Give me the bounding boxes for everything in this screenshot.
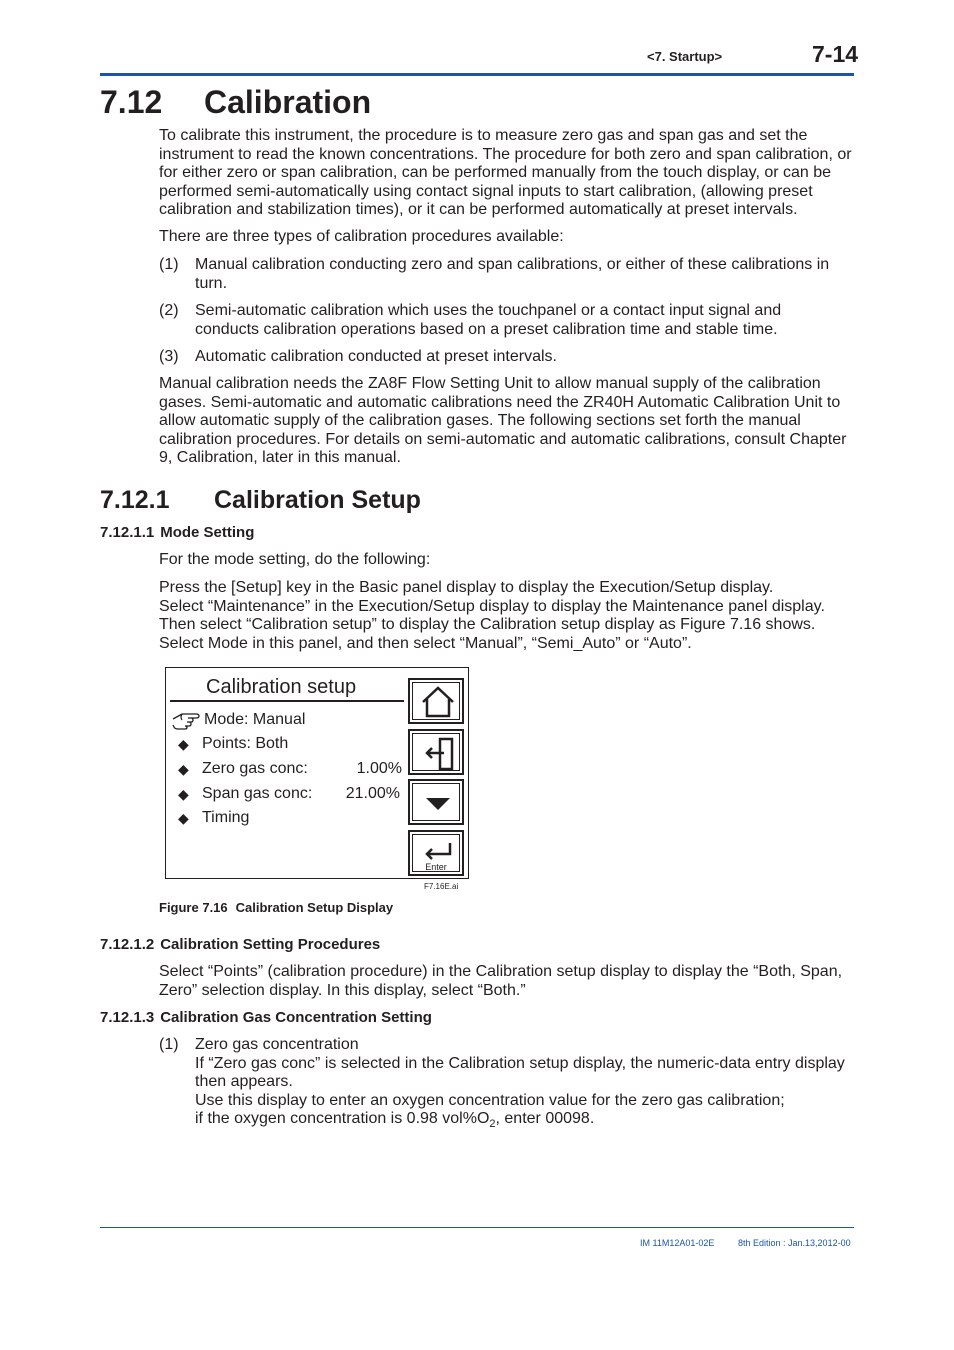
section-number: 7.12.1 (100, 486, 170, 514)
list-marker: (2) (159, 302, 179, 319)
procedures-paragraph: Select “Points” (calibration procedure) in the Calibration setup display to display the “Both, Span, Zero” selection display. In this display, select “Both.” (159, 963, 843, 999)
subsection-heading-procedures (100, 936, 380, 953)
diamond-bullet-icon: ◆ (178, 736, 189, 752)
diamond-bullet-icon: ◆ (178, 786, 189, 802)
exit-door-icon (410, 731, 466, 777)
list-text: Manual calibration conducting zero and span calibrations, or either of these calibrations in turn. (195, 256, 830, 292)
figure-caption (159, 900, 393, 915)
item-line-1: If “Zero gas conc” is selected in the Calibration setup display, the numeric-data entry display then appears. (195, 1054, 845, 1091)
section-heading (100, 486, 421, 515)
footer-document-id: IM 11M12A01-02E (640, 1238, 715, 1248)
diamond-bullet-icon: ◆ (178, 761, 189, 777)
subsection-number: 7.12.1.2 (100, 936, 155, 953)
figure-caption-text: Calibration Setup Display (235, 900, 394, 915)
list-text: Semi-automatic calibration which uses the touchpanel or a contact input signal and conducts calibration operations based on a preset calibration time and stable time. (195, 302, 782, 338)
chapter-number: 7.12 (100, 84, 163, 120)
enter-label: Enter (425, 862, 447, 872)
list-marker: (1) (159, 1036, 179, 1053)
subsection-title: Calibration Setting Procedures (160, 936, 381, 953)
item-line-2: Use this display to enter an oxygen concentration value for the zero gas calibration; (195, 1091, 785, 1109)
mode-paragraph-1: For the mode setting, do the following: (159, 551, 431, 568)
panel-title: Calibration setup (206, 676, 357, 698)
footer-edition: 8th Edition : Jan.13,2012-00 (738, 1238, 851, 1248)
row-points[interactable]: Points: Both (202, 735, 289, 752)
zero-gas-conc-value: 1.00% (356, 760, 402, 777)
header-section: <7. Startup> (647, 49, 723, 64)
item-title: Zero gas concentration (195, 1036, 359, 1053)
intro-paragraph-1: To calibrate this instrument, the procedure is to measure zero gas and span gas and set the instrument to read the known concentrations. The procedure for both zero and span calibration, or for either zero or span calibration, can be performed manually from the touch display, or can be performed semi-automatically using contact signal inputs to start calibration, (allowing preset calibration and stabilization times), or it can be performed automatically at preset intervals. (159, 127, 852, 219)
list-text: Automatic calibration conducted at preset intervals. (195, 348, 557, 365)
subsection-number: 7.12.1.1 (100, 524, 155, 541)
footer-rule (100, 1227, 854, 1228)
subsection-title: Mode Setting (160, 524, 255, 541)
down-arrow-icon (410, 781, 466, 827)
subsection-heading-gas-conc (100, 1009, 432, 1026)
list-item (159, 348, 849, 367)
return-button[interactable] (408, 729, 464, 775)
chapter-title: Calibration (204, 84, 372, 120)
row-mode[interactable]: Mode: Manual (204, 711, 306, 728)
row-zero-gas-conc[interactable]: Zero gas conc: (202, 760, 308, 777)
panel-title-rule (170, 700, 404, 702)
page-number: 7-14 (812, 41, 859, 67)
span-gas-conc-value: 21.00% (345, 785, 400, 802)
header-rule (100, 73, 854, 76)
item-line-3: if the oxygen concentration is 0.98 $vol\%O_2$, enter 00098. (195, 1110, 595, 1131)
scroll-down-button[interactable] (408, 779, 464, 825)
mode-paragraph-2: Press the [Setup] key in the Basic panel display to display the Execution/Setup display. Select “Maintenance” in the Execution/Setup display to display the Maintenance panel display. Then select “Calibration setup” to display the Calibration setup display as Figure 7.16 shows. Select Mode in this panel, and then select “Manual”, “Semi_Auto” or “Auto”. (159, 579, 825, 652)
figure-number: Figure 7.16 (159, 900, 228, 915)
list-item (159, 256, 849, 293)
list-item (159, 302, 849, 339)
subsection-number: 7.12.1.3 (100, 1009, 155, 1026)
list-marker: (3) (159, 348, 179, 365)
figure-file-label: F7.16E.ai (424, 882, 459, 891)
row-timing[interactable]: Timing (202, 809, 250, 826)
list-item (159, 1036, 849, 1129)
row-span-gas-conc[interactable]: Span gas conc: (202, 785, 313, 802)
enter-button[interactable] (408, 830, 464, 876)
diamond-bullet-icon: ◆ (178, 810, 189, 826)
section-title: Calibration Setup (214, 486, 421, 514)
chapter-heading (100, 84, 371, 121)
list-marker: (1) (159, 256, 179, 273)
pointing-hand-icon (172, 710, 200, 730)
home-icon (410, 680, 466, 726)
subsection-heading-mode (100, 524, 254, 541)
subsection-title: Calibration Gas Concentration Setting (160, 1009, 432, 1026)
intro-paragraph-3: Manual calibration needs the ZA8F Flow Setting Unit to allow manual supply of the calibration gases. Semi-automatic and automatic calibrations need the ZR40H Automatic Calibration Unit to allow automatic supply of the calibration gases. The following sections set forth the manual calibration procedures. For details on semi-automatic and automatic calibrations, consult Chapter 9, Calibration, later in this manual. (159, 375, 847, 467)
intro-paragraph-2: There are three types of calibration procedures available: (159, 228, 564, 245)
home-button[interactable] (408, 678, 464, 724)
